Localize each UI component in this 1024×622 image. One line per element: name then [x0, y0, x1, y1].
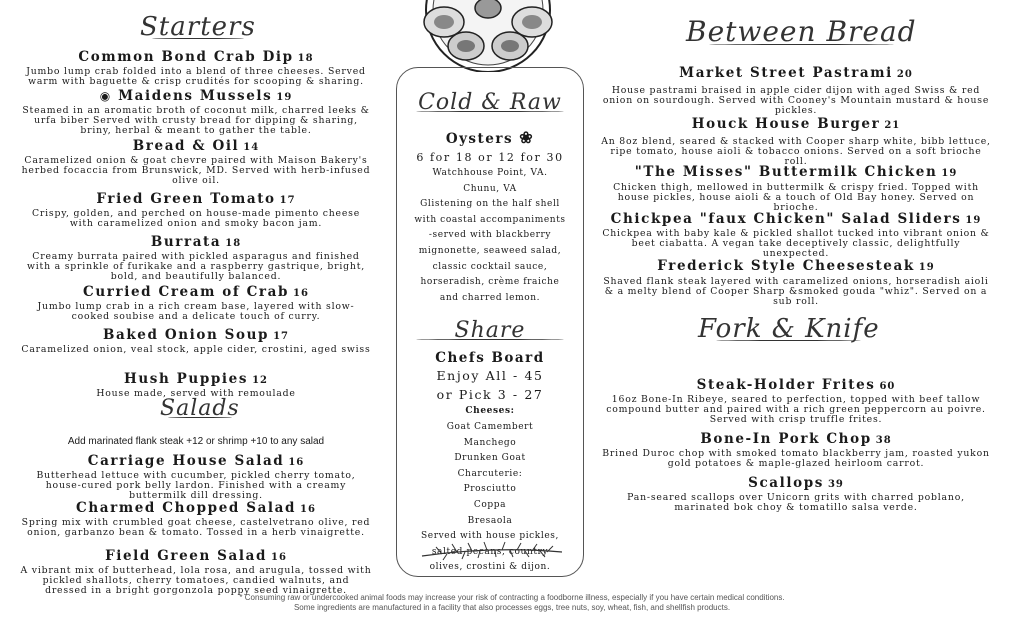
oysters-line: Chunu, VA — [463, 183, 517, 194]
menu-item: Baked Onion Soup 17 Caramelized onion, veal stock, apple cider, crostini, aged swiss — [21, 327, 371, 355]
raw-bar-panel — [396, 67, 584, 577]
pick-three-price: or Pick 3 - 27 — [436, 387, 544, 403]
cheese-item: Manchego — [463, 437, 517, 448]
menu-item: Houck House Burger 21 An 8oz blend, seared & stacked with Cooper sharp white, bibb lettuce, ripe tomato, house aioli & tobacco onions. Served on a soft brioche roll. — [601, 116, 991, 167]
cheese-item: Drunken Goat — [454, 453, 526, 464]
oyster-platter-illustration — [414, 0, 562, 72]
menu-item: Chickpea "faux Chicken" Salad Sliders 19 Chickpea with baby kale & pickled shallot tucked into vibrant onion & beet ciabatta. A vegan take deceptively classic, delightfully unexpected. — [602, 211, 990, 259]
share-heading: Share — [397, 318, 583, 344]
oysters-line: -served with blackberry — [428, 230, 552, 241]
oysters-line: and charred lemon. — [439, 292, 541, 303]
charcuterie-item: Bresaola — [467, 515, 513, 526]
enjoy-all-price: Enjoy All - 45 — [436, 368, 544, 384]
menu-item: Bread & Oil 14 Caramelized onion & goat chevre paired with Maison Bakery's herbed focaccia from Brunswick, MD. Served with herb-infused olive oil. — [21, 138, 371, 186]
oysters-line: classic cocktail sauce, — [432, 261, 548, 272]
menu-item: Charmed Chopped Salad 16 Spring mix with crumbled goat cheese, castelvetrano olive, red onion, garbanzo bean & tomato. Tossed in a herb vinaigrette. — [21, 500, 371, 538]
allergen-notice: Some ingredients are manufactured in a facility that also processes eggs, tree nuts, soy, wheat, fish, and shellfish products. — [293, 603, 731, 612]
raw-food-warning: * Consuming raw or undercooked animal foods may increase your risk of contracting a foodborne illness, especially if you have certain medical conditions. — [239, 593, 785, 602]
oysters-line: Glistening on the half shell — [420, 199, 560, 210]
salad-addon-note: Add marinated flank steak +12 or shrimp +10 to any salad — [67, 436, 325, 447]
menu-item: "The Misses" Buttermilk Chicken 19 Chicken thigh, mellowed in buttermilk & crispy fried. Topped with house pickles, house aioli & a touch of Old Bay honey. Served on brioche. — [613, 164, 979, 213]
charcuterie-item: Coppa — [473, 499, 507, 510]
footer-disclaimer — [0, 593, 1024, 613]
oyster-icon: ❀ — [519, 128, 535, 147]
oysters-line: with coastal accompaniments — [414, 214, 566, 225]
menu-item: Curried Cream of Crab 16 Jumbo lump crab in a rich cream base, layered with slow-cooked soubise and a delicate touch of curry. — [37, 284, 355, 322]
menu-item: Hush Puppies 12 House made, served with remoulade — [96, 371, 296, 399]
oysters-line: mignonette, seaweed salad, — [418, 245, 562, 256]
oysters-line: horseradish, crème fraiche — [420, 277, 560, 288]
menu-item: Scallops 39 Pan-seared scallops over Unicorn grits with charred poblano, marinated bok choy & tomatillo salsa verde. — [627, 475, 965, 513]
charcuterie-label: Charcuterie: — [457, 468, 523, 479]
charcuterie-item: Prosciutto — [463, 484, 517, 495]
mussel-icon: ◉ — [99, 89, 112, 103]
oysters-pricing: 6 for 18 or 12 for 30 — [416, 151, 564, 164]
oysters-line: Watchhouse Point, VA. — [432, 168, 548, 178]
menu-item: ◉ Maidens Mussels 19 Steamed in an aromatic broth of coconut milk, charred leeks & urfa biber Served with crusty bread for dipping & sharing, briny, herbal & meant to gather the table. — [22, 88, 370, 136]
menu-item: Burrata 18 Creamy burrata paired with pickled asparagus and finished with a sprinkle of furikake and a raspberry gastrique, bright, bold, and beautifully balanced. — [27, 234, 365, 282]
menu-item: Frederick Style Cheesesteak 19 Shaved flank steak layered with caramelized onions, horseradish aioli & a melty blend of Cooper Sharp &smoked gouda "whiz". Served on a sub roll. — [603, 258, 989, 307]
cheeses-label: Cheeses: — [465, 406, 515, 417]
menu-item: Market Street Pastrami 20 House pastrami braised in apple cider dijon with aged Swiss & red onion on sourdough. Served with Cooney's Mountain mustard & house pickles. — [602, 65, 990, 116]
between-bread-heading: Between Bread — [686, 15, 917, 48]
chefs-board-title: Chefs Board — [435, 350, 545, 367]
salads-heading: Salads — [160, 396, 240, 421]
menu-item: Carriage House Salad 16 Butterhead lettuce with cucumber, pickled cherry tomato, house-cured pork belly lardon. Finished with a creamy buttermilk dill dressing. — [36, 453, 356, 501]
menu-item: Bone-In Pork Chop 38 Brined Duroc chop with smoked tomato blackberry jam, roasted yukon gold potatoes & maple-glazed heirloom carrot. — [602, 431, 990, 469]
menu-item: Field Green Salad 16 A vibrant mix of butterhead, lola rosa, and arugula, tossed with pickled shallots, cherry tomatoes, candied walnuts, and dressed in a bright gorgonzola poppy seed vinaigrette. — [20, 548, 372, 596]
served-with-line: salted pecans, country — [431, 546, 549, 557]
menu-item: Steak-Holder Frites 60 16oz Bone-In Ribeye, seared to perfection, topped with beef tallow compound butter and paired with a rich green peppercorn au poivre. Served with crisp truffle frites. — [606, 377, 986, 425]
oysters-title: Oysters ❀ — [445, 128, 535, 147]
menu-item: Common Bond Crab Dip 18 Jumbo lump crab folded into a blend of three cheeses. Served warm with baguette & crisp crudités for scooping & sharing. — [26, 49, 366, 87]
served-with-line: Served with house pickles, — [421, 531, 559, 542]
fork-knife-heading: Fork & Knife — [698, 314, 880, 344]
cheese-item: Goat Camembert — [446, 421, 534, 432]
menu-item: Fried Green Tomato 17 Crispy, golden, and perched on house-made pimento cheese with caramelized onion and smoky bacon jam. — [31, 191, 361, 229]
starters-heading: Starters — [140, 12, 256, 42]
herb-sprig-icon — [417, 540, 567, 566]
cold-raw-heading: Cold & Raw — [397, 90, 583, 116]
served-with-line: olives, crostini & dijon. — [429, 562, 551, 573]
